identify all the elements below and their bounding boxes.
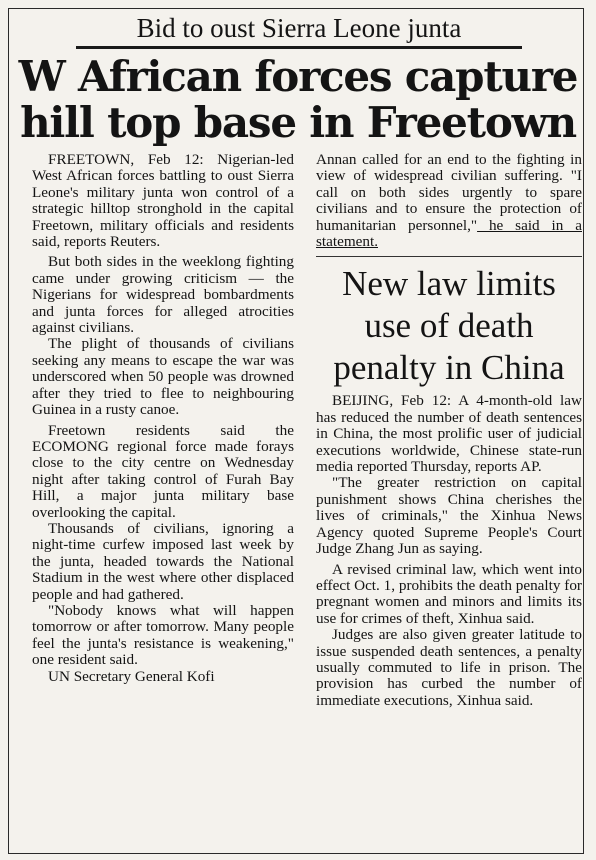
story-paragraph: BEIJING, Feb 12: A 4-month-old law has reduced the number of death sentences in China, the most prolific user of judicial executions worldwide, Chinese state-run media reported Thursday, reports AP. — [316, 392, 582, 476]
article-paragraph: FREETOWN, Feb 12: Nigerian-led West African forces battling to oust Sierra Leone's military junta won control of a strategic hilltop stronghold in the capital Freetown, military officials and residents said, reports Reuters. — [32, 151, 294, 251]
main-headline: W African forces capture hill top base in Freetown — [18, 52, 578, 147]
story-paragraph: A revised criminal law, which went into effect Oct. 1, prohibits the death penalty for pregnant women and minors and limits its use for crimes of theft, Xinhua said. — [316, 560, 582, 627]
article-paragraph: Thousands of civilians, ignoring a night-time curfew imposed last week by the junta, headed towards the National Stadium in the west where other displaced people and had gathered. — [32, 519, 294, 603]
article-paragraph: UN Secretary General Kofi — [48, 667, 215, 685]
article-continuation — [316, 152, 582, 250]
right-column — [316, 152, 582, 709]
article-paragraph: The plight of thousands of civilians seeking any means to escape the war was underscored when 50 people was drowned after they tried to flee to neighbouring Guinea in a rusty canoe. — [32, 335, 294, 419]
article-paragraph: But both sides in the weeklong fighting came under growing criticism — the Nigerians for widespread bombardments and junta forces for alleged atrocities against civilians. — [32, 253, 294, 337]
left-column — [32, 152, 294, 685]
article-paragraph: "Nobody knows what will happen tomorrow or after tomorrow. Many people feel the junta's resistance is weakening," one resident said. — [32, 601, 294, 669]
second-story-headline: New law limits use of death penalty in China — [316, 256, 582, 389]
continuation-end: he said in a statement. — [316, 216, 582, 251]
story-paragraph: "The greater restriction on capital punishment shows China cherishes the lives of criminals," the Xinhua News Agency quoted Supreme People's Court Judge Zhang Jun as saying. — [316, 474, 582, 558]
article-paragraph: Freetown residents said the ECOMONG regional force made forays close to the city centre on Wednesday night after taking control of Furah Bay Hill, a major junta military base overlooking the capital. — [32, 421, 294, 521]
continuation-text: Annan called for an end to the fighting in view of widespread civilian suffering. "I call on both sides urgently to spare civilians and to ensure the protection of humanitarian personnel," — [316, 151, 582, 234]
kicker-headline: Bid to oust Sierra Leone junta — [76, 12, 522, 49]
story-paragraph: Judges are also given greater latitude to issue suspended death sentences, a penalty usually commuted to life in prison. The provision has curbed the number of immediate executions, Xinhua said. — [316, 626, 582, 709]
